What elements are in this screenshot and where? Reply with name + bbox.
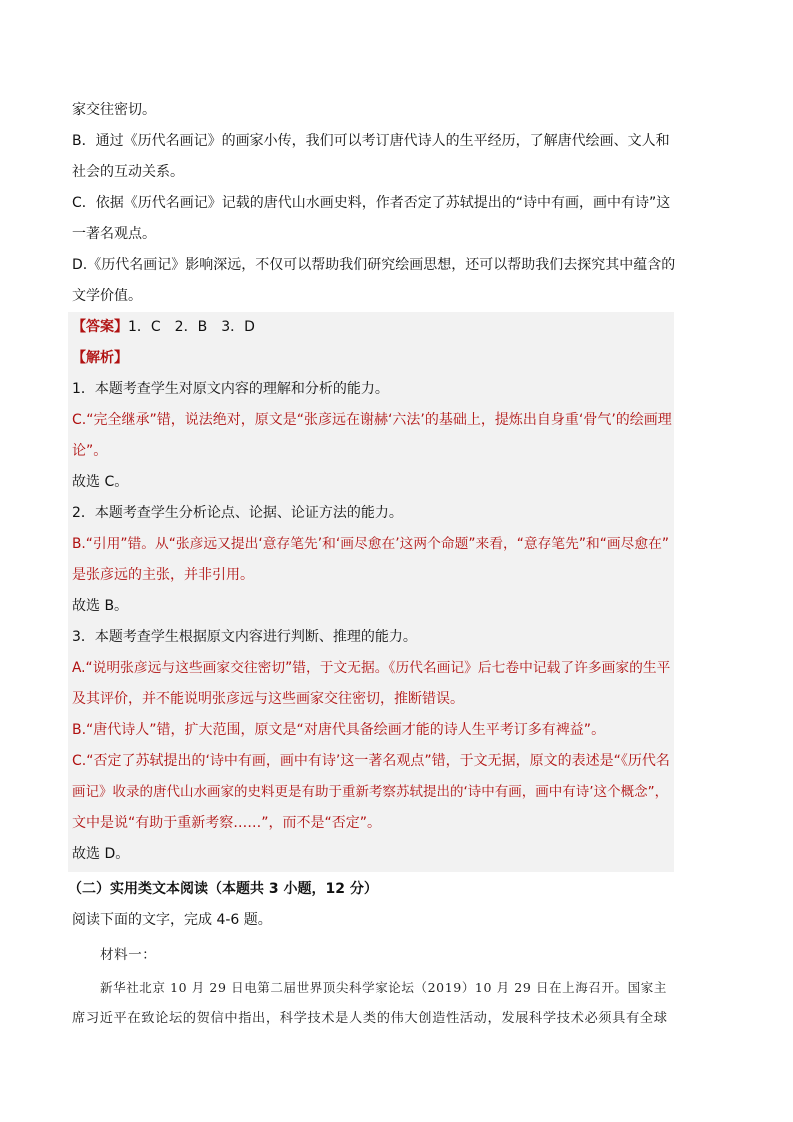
analysis-line: 是张彦远的主张，并非引用。 xyxy=(72,567,254,583)
analysis-line: 论”。 xyxy=(72,443,108,459)
analysis-line: C.“完全继承”错，说法绝对，原文是“张彦远在谢赫‘六法’的基础上，提炼出自身重‘骨气’的绘画理 xyxy=(72,412,672,428)
analysis-line: C.“否定了苏轼提出的‘诗中有画，画中有诗’这一著名观点”错，于文无据，原文的表述是“《历代名 xyxy=(72,753,670,769)
option-d-line1: D.《历代名画记》影响深远，不仅可以帮助我们研究绘画思想，还可以帮助我们去探究其中蕴含的 xyxy=(72,257,676,273)
analysis-line: 故选 B。 xyxy=(72,598,129,614)
analysis-line: 2．本题考查学生分析论点、论据、论证方法的能力。 xyxy=(72,505,403,521)
analysis-line: B.“引用”错。从“张彦远又提出‘意存笔先’和‘画尽愈在’这两个命题”来看，“意存笔先”和“画尽愈在” xyxy=(72,536,670,552)
analysis-line: B.“唐代诗人”错，扩大范围，原文是“对唐代具备绘画才能的诗人生平考订多有裨益”。 xyxy=(72,722,606,738)
material-line: 新华社北京 10 月 29 日电第二届世界顶尖科学家论坛（2019）10 月 29 日在上海召开。国家主 xyxy=(100,980,667,995)
option-c-line1: C．依据《历代名画记》记载的唐代山水画史料，作者否定了苏轼提出的“诗中有画，画中有诗”这 xyxy=(72,195,671,211)
answer-line xyxy=(72,312,676,343)
option-b-line2: 社会的互动关系。 xyxy=(72,164,184,180)
material-label: 材料一： xyxy=(100,947,157,963)
analysis-line: 故选 D。 xyxy=(72,846,130,862)
analysis-line: 故选 C。 xyxy=(72,474,129,490)
analysis-label: 【解析】 xyxy=(72,350,128,366)
analysis-line: 画记》收录的唐代山水画家的史料更是有助于重新考察苏轼提出的‘诗中有画，画中有诗’这个概念”， xyxy=(72,784,669,800)
material-line: 席习近平在致论坛的贺信中指出，科学技术是人类的伟大创造性活动，发展科学技术必须具有全球 xyxy=(72,1011,668,1026)
option-d-line2: 文学价值。 xyxy=(72,288,142,304)
answer-label: 【答案】 xyxy=(72,319,128,335)
option-b-line1: B．通过《历代名画记》的画家小传，我们可以考订唐代诗人的生平经历，了解唐代绘画、文人和 xyxy=(72,133,670,149)
analysis-line: 文中是说“有助于重新考察……”，而不是“否定”。 xyxy=(72,815,382,831)
analysis-line: 3．本题考查学生根据原文内容进行判断、推理的能力。 xyxy=(72,629,417,645)
analysis-line: A.“说明张彦远与这些画家交往密切”错，于文无据。《历代名画记》后七卷中记载了许多画家的生平 xyxy=(72,660,671,676)
analysis-line: 1．本题考查学生对原文内容的理解和分析的能力。 xyxy=(72,381,389,397)
instruction-text: 阅读下面的文字，完成 4-6 题。 xyxy=(72,912,272,928)
option-c-line2: 一著名观点。 xyxy=(72,226,156,242)
option-a-tail: 家交往密切。 xyxy=(72,102,156,118)
answer-text: 1．C 2．B 3．D xyxy=(128,319,255,335)
section-heading: （二）实用类文本阅读（本题共 3 小题，12 分） xyxy=(68,881,378,897)
analysis-line: 及其评价，并不能说明张彦远与这些画家交往密切，推断错误。 xyxy=(72,691,464,707)
